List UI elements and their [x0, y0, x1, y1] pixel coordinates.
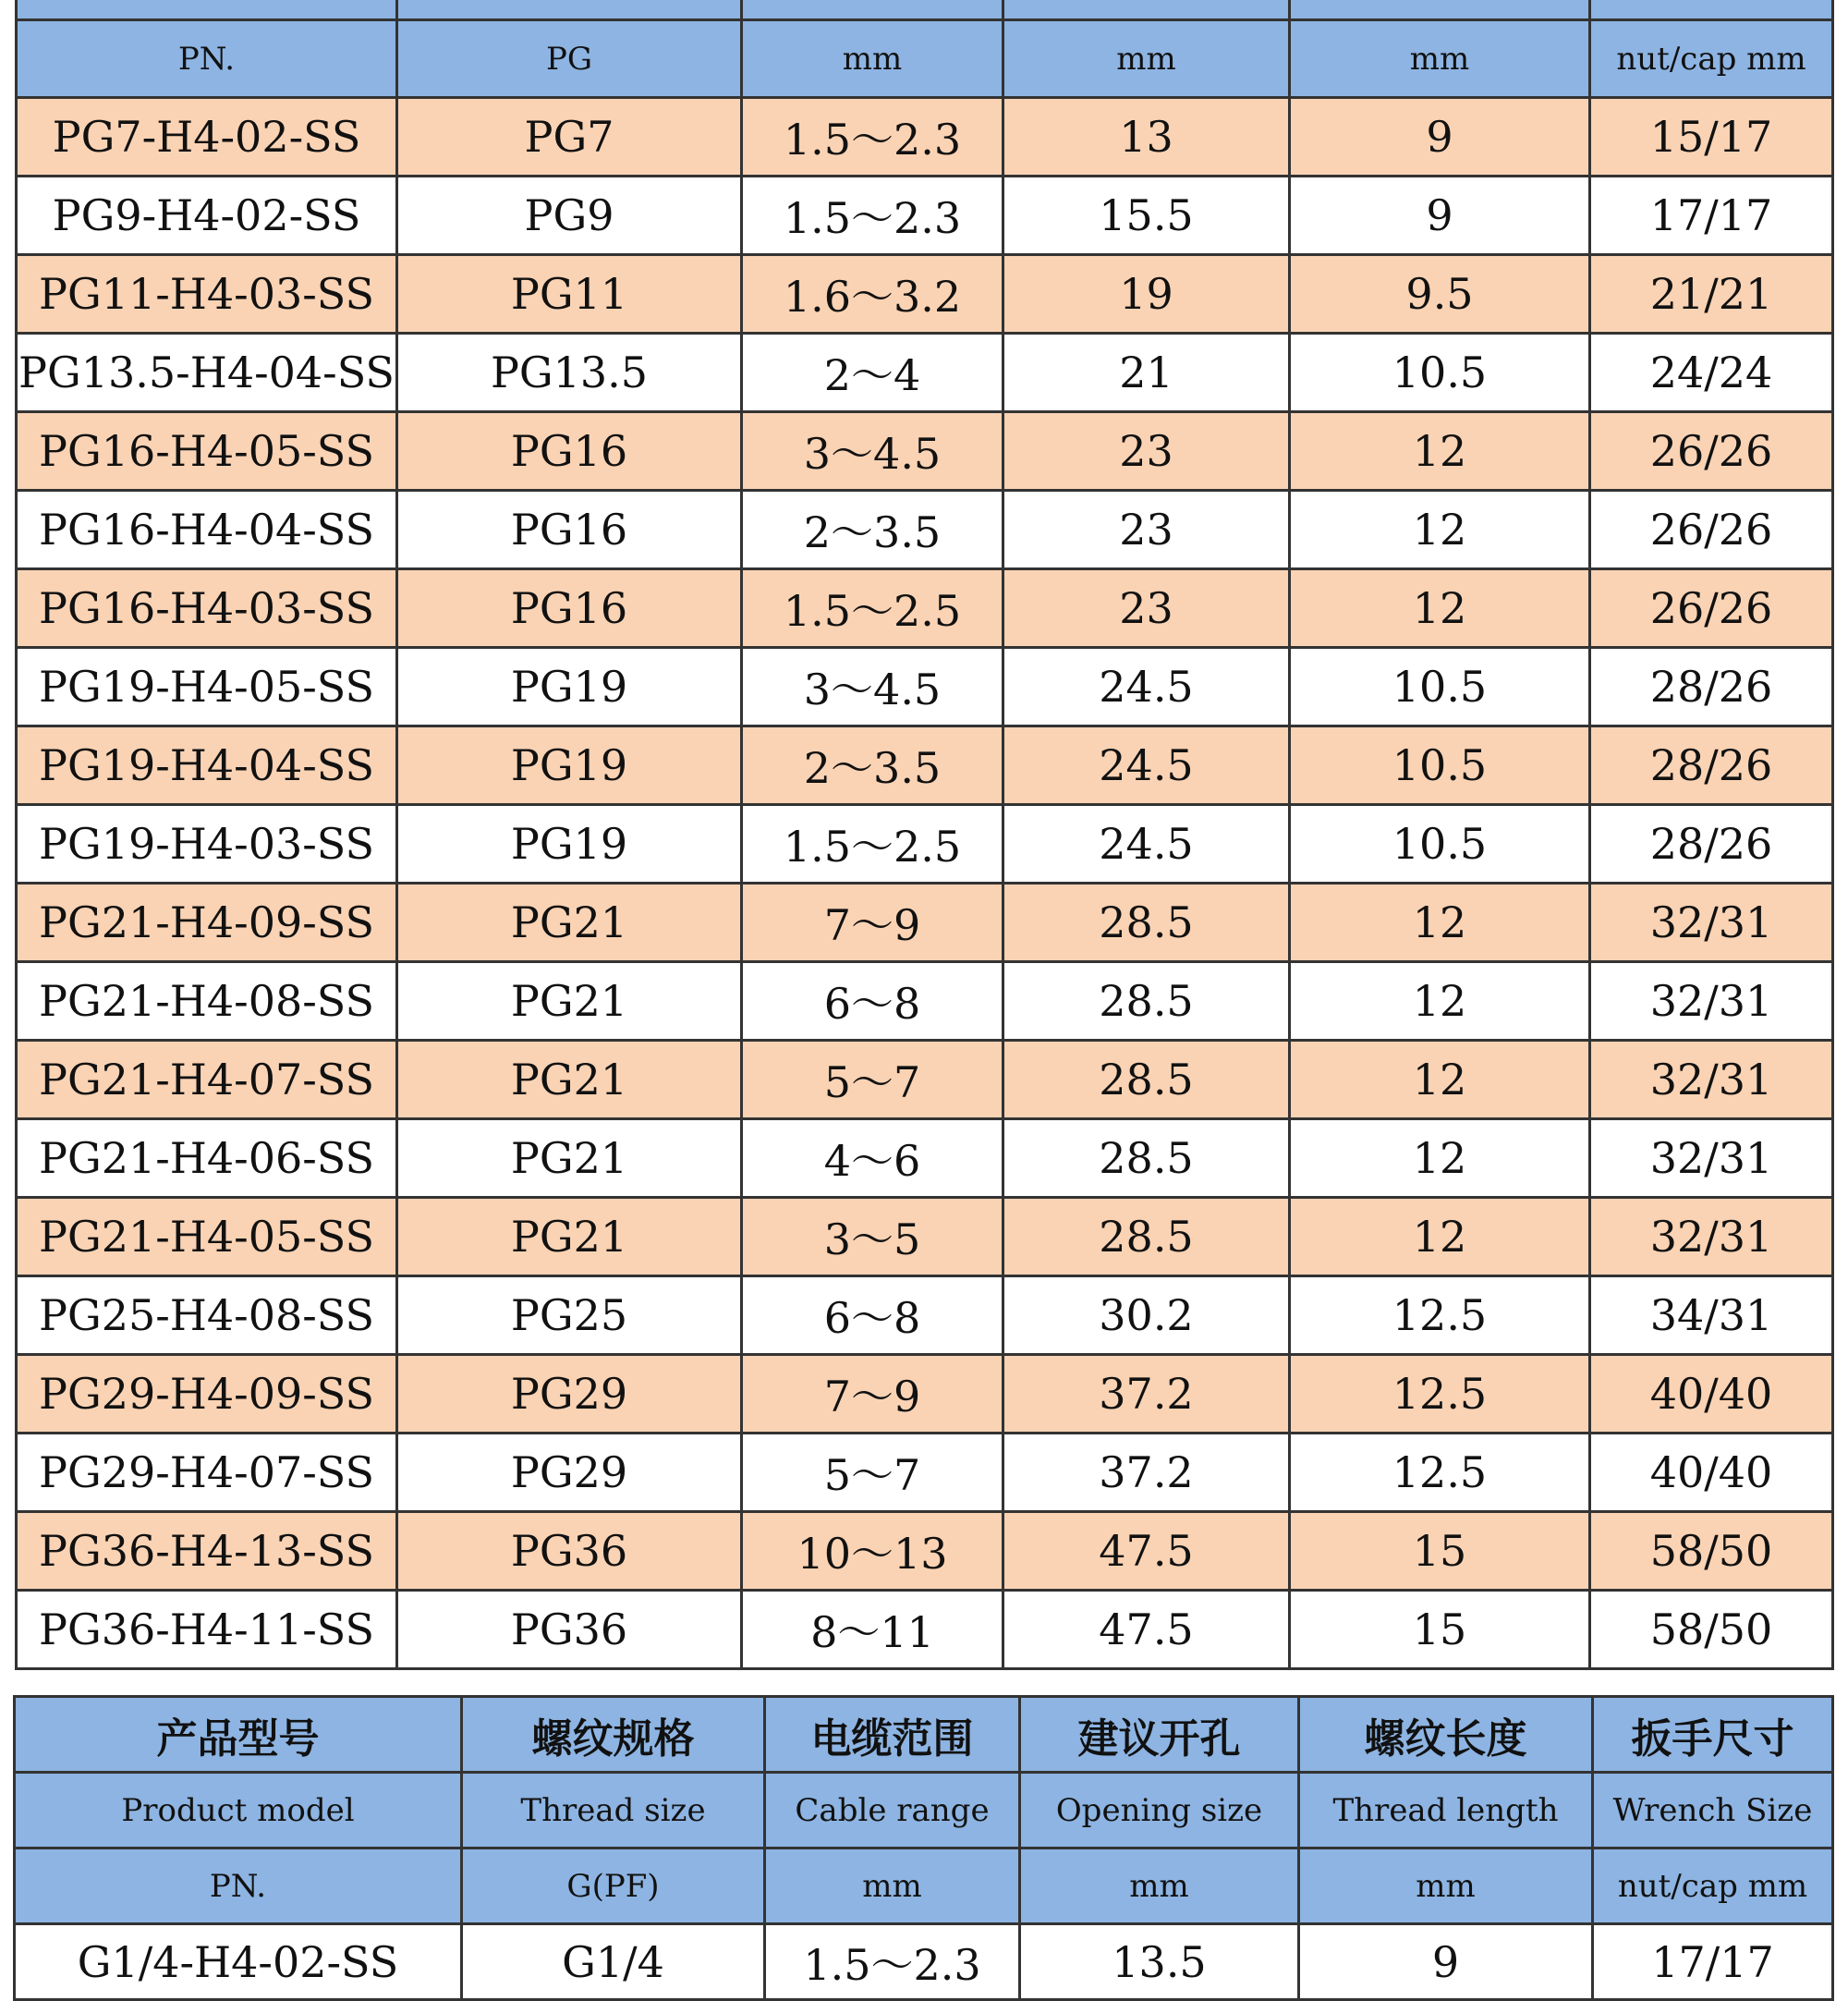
table-cell: 15.5 [1003, 177, 1290, 255]
table-cell: 12 [1290, 1119, 1590, 1198]
table-row [17, 1276, 1833, 1355]
table-cell: 40/40 [1590, 1434, 1833, 1512]
table-row [17, 805, 1833, 884]
chinese-header-row [15, 1697, 1833, 1773]
table-cell: 1.5～2.3 [742, 177, 1003, 255]
table-cell: 12 [1290, 491, 1590, 569]
table-cell: 19 [1003, 255, 1290, 334]
unit-header-cell: mm [1020, 1848, 1299, 1924]
table-cell: 32/31 [1590, 962, 1833, 1041]
unit-header-cell: mm [765, 1848, 1020, 1924]
table-cell: 17/17 [1593, 1924, 1833, 2000]
table-cell: 28/26 [1590, 805, 1833, 884]
unit-header-cell: nut/cap mm [1593, 1848, 1833, 1924]
table-cell: 28.5 [1003, 884, 1290, 962]
table-cell: 23 [1003, 412, 1290, 491]
column-header-en: Opening size [1020, 1773, 1299, 1848]
table-cell: 2～3.5 [742, 491, 1003, 569]
table-cell: 58/50 [1590, 1512, 1833, 1591]
column-header-cn: 螺纹长度 [1299, 1697, 1593, 1773]
spec-table-pg [15, 0, 1834, 1670]
table-row [15, 1924, 1833, 2000]
table-row [17, 1041, 1833, 1119]
unit-header-cell: mm [1299, 1848, 1593, 1924]
column-header-cn: 建议开孔 [1020, 1697, 1299, 1773]
unit-header-cell: PN. [17, 20, 397, 98]
unit-header-cell: G(PF) [462, 1848, 765, 1924]
table-cell: 32/31 [1590, 1198, 1833, 1276]
table-cell: 26/26 [1590, 569, 1833, 648]
table-cell: PG13.5-H4-04-SS [17, 334, 397, 412]
table-cell: 7～9 [742, 884, 1003, 962]
table-cell: PG19-H4-03-SS [17, 805, 397, 884]
table-row [17, 962, 1833, 1041]
table-cell: PG7 [397, 98, 742, 177]
table-cell: PG9-H4-02-SS [17, 177, 397, 255]
table-row [17, 569, 1833, 648]
table-cell: 3～4.5 [742, 412, 1003, 491]
column-header-en: Thread size [462, 1773, 765, 1848]
table-cell: 1.5～2.5 [742, 569, 1003, 648]
table-cell: 1.5～2.5 [742, 805, 1003, 884]
table-cell: 40/40 [1590, 1355, 1833, 1434]
table-row [17, 1512, 1833, 1591]
header-row-cut [17, 0, 1833, 20]
table-cell: 23 [1003, 569, 1290, 648]
table-cell: PG25 [397, 1276, 742, 1355]
table-cell: 24.5 [1003, 726, 1290, 805]
table-cell: 37.2 [1003, 1434, 1290, 1512]
table-cell: 34/31 [1590, 1276, 1833, 1355]
table-cell: 26/26 [1590, 491, 1833, 569]
table-cell: 7～9 [742, 1355, 1003, 1434]
table-cell: 10.5 [1290, 726, 1590, 805]
table-cell: G1/4 [462, 1924, 765, 2000]
table-cell: 4～6 [742, 1119, 1003, 1198]
table-cell: 15 [1290, 1591, 1590, 1669]
table-cell: PG21 [397, 884, 742, 962]
english-header-row [15, 1773, 1833, 1848]
table-cell: PG19 [397, 726, 742, 805]
table-row [17, 255, 1833, 334]
table-cell: PG19-H4-05-SS [17, 648, 397, 726]
table-cell: 28.5 [1003, 962, 1290, 1041]
table-cell: 17/17 [1590, 177, 1833, 255]
table-cell: G1/4-H4-02-SS [15, 1924, 462, 2000]
column-header-en: Cable range [765, 1773, 1020, 1848]
table-cell: PG36 [397, 1512, 742, 1591]
table-row [17, 1119, 1833, 1198]
table-cell: 9 [1299, 1924, 1593, 2000]
table-cell: 32/31 [1590, 1119, 1833, 1198]
table-cell: PG29 [397, 1434, 742, 1512]
table-cell: 12.5 [1290, 1276, 1590, 1355]
table-cell: 9 [1290, 177, 1590, 255]
table-cell: PG21-H4-06-SS [17, 1119, 397, 1198]
unit-header-cell: mm [1003, 20, 1290, 98]
table-cell: 12 [1290, 962, 1590, 1041]
column-header-cn: 扳手尺寸 [1593, 1697, 1833, 1773]
table-cell: 1.6～3.2 [742, 255, 1003, 334]
table-cell: 12 [1290, 412, 1590, 491]
table-cell: PG21-H4-09-SS [17, 884, 397, 962]
table-cell: PG9 [397, 177, 742, 255]
table-cell: PG11 [397, 255, 742, 334]
table-cell: PG16-H4-05-SS [17, 412, 397, 491]
header-cell [397, 0, 742, 20]
table-cell: 28.5 [1003, 1198, 1290, 1276]
table-cell: PG36-H4-13-SS [17, 1512, 397, 1591]
table-cell: 3～5 [742, 1198, 1003, 1276]
table-cell: 12 [1290, 1041, 1590, 1119]
table-cell: PG16 [397, 412, 742, 491]
column-header-cn: 螺纹规格 [462, 1697, 765, 1773]
table-cell: 5～7 [742, 1041, 1003, 1119]
table-cell: PG29-H4-09-SS [17, 1355, 397, 1434]
table-row [17, 648, 1833, 726]
column-header-en: Product model [15, 1773, 462, 1848]
table-cell: 13.5 [1020, 1924, 1299, 2000]
table-cell: PG7-H4-02-SS [17, 98, 397, 177]
table-cell: PG21-H4-07-SS [17, 1041, 397, 1119]
table-cell: 15 [1290, 1512, 1590, 1591]
table-cell: PG25-H4-08-SS [17, 1276, 397, 1355]
table-cell: PG16 [397, 491, 742, 569]
table-row [17, 1591, 1833, 1669]
table-cell: 6～8 [742, 962, 1003, 1041]
header-cell [1290, 0, 1590, 20]
table-row [17, 884, 1833, 962]
header-cell [1003, 0, 1290, 20]
table-cell: 37.2 [1003, 1355, 1290, 1434]
table-cell: PG16-H4-04-SS [17, 491, 397, 569]
table-cell: PG19-H4-04-SS [17, 726, 397, 805]
table-cell: 10.5 [1290, 334, 1590, 412]
column-header-en: Wrench Size [1593, 1773, 1833, 1848]
table-cell: 13 [1003, 98, 1290, 177]
table-row [17, 1434, 1833, 1512]
table-cell: 12.5 [1290, 1434, 1590, 1512]
header-cell [1590, 0, 1833, 20]
table-cell: 1.5～2.3 [742, 98, 1003, 177]
table-cell: PG21 [397, 1119, 742, 1198]
column-header-cn: 产品型号 [15, 1697, 462, 1773]
table-cell: 12 [1290, 569, 1590, 648]
unit-header-cell: mm [1290, 20, 1590, 98]
table-cell: 1.5～2.3 [765, 1924, 1020, 2000]
table-cell: 5～7 [742, 1434, 1003, 1512]
table-cell: 6～8 [742, 1276, 1003, 1355]
table-cell: 10.5 [1290, 805, 1590, 884]
table-row [17, 491, 1833, 569]
table-cell: PG36 [397, 1591, 742, 1669]
header-cell [17, 0, 397, 20]
table-cell: PG21-H4-08-SS [17, 962, 397, 1041]
table-row [17, 177, 1833, 255]
table-cell: 32/31 [1590, 1041, 1833, 1119]
table-cell: PG21-H4-05-SS [17, 1198, 397, 1276]
unit-header-cell: PG [397, 20, 742, 98]
table-cell: PG19 [397, 648, 742, 726]
table-cell: 2～3.5 [742, 726, 1003, 805]
table-row [17, 726, 1833, 805]
unit-header-cell: nut/cap mm [1590, 20, 1833, 98]
table-cell: 8～11 [742, 1591, 1003, 1669]
table-cell: PG11-H4-03-SS [17, 255, 397, 334]
table-row [17, 98, 1833, 177]
table-cell: 28.5 [1003, 1119, 1290, 1198]
table-cell: 24.5 [1003, 805, 1290, 884]
table-cell: PG36-H4-11-SS [17, 1591, 397, 1669]
table-row [17, 334, 1833, 412]
table-row [17, 412, 1833, 491]
table-cell: 24.5 [1003, 648, 1290, 726]
table-cell: 47.5 [1003, 1512, 1290, 1591]
table-cell: 30.2 [1003, 1276, 1290, 1355]
table-cell: 9 [1290, 98, 1590, 177]
spec-table-g-thread [13, 1695, 1834, 2001]
table-cell: 28.5 [1003, 1041, 1290, 1119]
table-cell: PG13.5 [397, 334, 742, 412]
table-cell: 23 [1003, 491, 1290, 569]
table-cell: 2～4 [742, 334, 1003, 412]
table-row [17, 1355, 1833, 1434]
table-cell: 3～4.5 [742, 648, 1003, 726]
table-cell: 10.5 [1290, 648, 1590, 726]
unit-header-row [17, 20, 1833, 98]
unit-header-cell: mm [742, 20, 1003, 98]
table-cell: PG19 [397, 805, 742, 884]
table-row [17, 1198, 1833, 1276]
table-cell: 10～13 [742, 1512, 1003, 1591]
table-cell: 9.5 [1290, 255, 1590, 334]
table-cell: 12.5 [1290, 1355, 1590, 1434]
table-cell: 12 [1290, 1198, 1590, 1276]
table-cell: 28/26 [1590, 726, 1833, 805]
table-cell: 15/17 [1590, 98, 1833, 177]
table-cell: 58/50 [1590, 1591, 1833, 1669]
table-cell: 32/31 [1590, 884, 1833, 962]
table-cell: 21/21 [1590, 255, 1833, 334]
column-header-en: Thread length [1299, 1773, 1593, 1848]
table-cell: 26/26 [1590, 412, 1833, 491]
header-cell [742, 0, 1003, 20]
column-header-cn: 电缆范围 [765, 1697, 1020, 1773]
table-cell: 24/24 [1590, 334, 1833, 412]
table-cell: PG16-H4-03-SS [17, 569, 397, 648]
table-cell: 47.5 [1003, 1591, 1290, 1669]
unit-header-cell: PN. [15, 1848, 462, 1924]
table-cell: PG16 [397, 569, 742, 648]
table-cell: 21 [1003, 334, 1290, 412]
table-cell: PG21 [397, 1041, 742, 1119]
table-cell: PG29 [397, 1355, 742, 1434]
unit-header-row [15, 1848, 1833, 1924]
table-cell: 28/26 [1590, 648, 1833, 726]
table-cell: PG21 [397, 962, 742, 1041]
table-cell: PG29-H4-07-SS [17, 1434, 397, 1512]
table-cell: 12 [1290, 884, 1590, 962]
table-cell: PG21 [397, 1198, 742, 1276]
